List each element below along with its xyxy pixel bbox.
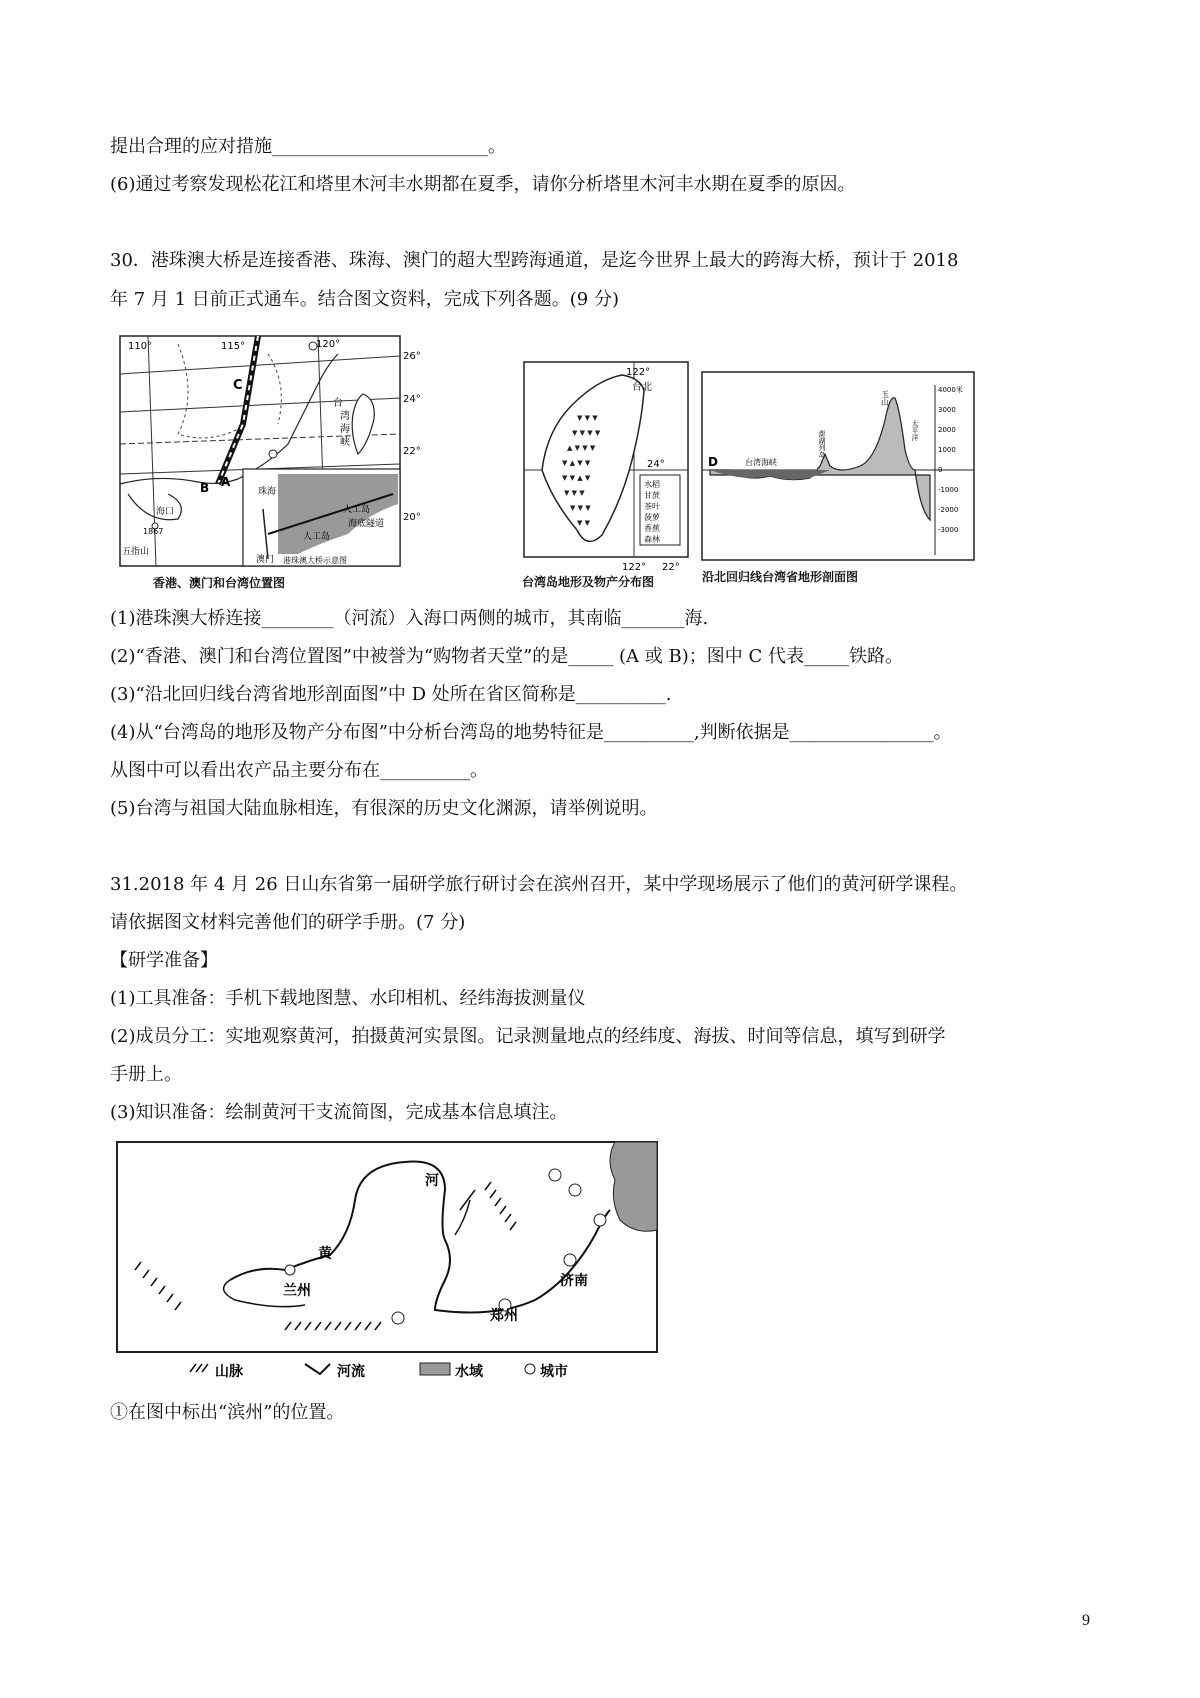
- tick-1000: 1000: [938, 446, 956, 454]
- page-number: 9: [1082, 1612, 1090, 1629]
- question-30-4-cont: 从图中可以看出农产品主要分布在__________。: [110, 760, 488, 781]
- pacific-label: 太平洋: [911, 420, 919, 441]
- taiwan-products-map: [522, 360, 692, 595]
- svg-text:▲ ▼ ▼ ▼: ▲ ▼ ▼ ▼: [567, 444, 596, 452]
- tick-0: 0: [938, 466, 943, 474]
- lat-label-22: 22°: [403, 446, 421, 457]
- lat-label-20: 20°: [403, 512, 421, 523]
- label-b: B: [200, 481, 210, 495]
- fig3-caption: 沿北回归线台湾省地形剖面图: [702, 570, 859, 584]
- yellow-river-map: [115, 1140, 660, 1385]
- svg-text:▼ ▼: ▼ ▼: [577, 519, 590, 527]
- question-30-1: (1)港珠澳大桥连接________（河流）入海口两侧的城市，其南临_______海.: [110, 608, 709, 629]
- question-31-2: (2)成员分工：实地观察黄河，拍摄黄河实景图。记录测量地点的经纬度、海拔、时间等信息，填写到研学: [110, 1026, 946, 1047]
- lanzhou-label: 兰州: [283, 1283, 311, 1299]
- lon-label-115: 115°: [221, 341, 246, 352]
- svg-text:▼ ▼ ▼ ▼: ▼ ▼ ▼ ▼: [572, 429, 601, 437]
- legend-river: 河流: [337, 1364, 365, 1380]
- island-label-2: 人工岛: [303, 532, 331, 542]
- question-30-4: (4)从“台湾岛的地形及物产分布图”中分析台湾岛的地势特征是__________,判断依据是________________。: [110, 722, 952, 743]
- legend-mountain: 山脉: [215, 1364, 243, 1380]
- aomen-label: 澳门: [256, 555, 275, 565]
- legend-city: 城市: [540, 1364, 568, 1380]
- question-31-task: ①在图中标出“滨州”的位置。: [110, 1402, 345, 1423]
- question-30-stem-cont: 年 7 月 1 日前正式通车。结合图文资料，完成下列各题。(9 分): [110, 289, 620, 310]
- fig2-lon-label: 122°: [626, 367, 651, 378]
- lon-label-120: 120°: [316, 339, 341, 350]
- tick-4000: 4000米: [938, 386, 963, 394]
- yushan-label: 玉山: [880, 390, 890, 406]
- svg-text:▼ ▼ ▲ ▼: ▼ ▼ ▲ ▼: [562, 474, 591, 482]
- legend-sugarcane: 甘蔗: [644, 491, 660, 500]
- penghu-label: 澎湖列岛: [818, 430, 826, 458]
- zhengzhou-label: 郑州: [490, 1308, 518, 1324]
- lat-label-26: 26°: [403, 351, 421, 362]
- tick-minus-1000: -1000: [938, 486, 959, 494]
- fig2-caption: 台湾岛地形及物产分布图: [522, 575, 655, 589]
- taibei-label: 台北: [632, 382, 652, 393]
- tick-2000: 2000: [938, 426, 956, 434]
- question-30-5: (5)台湾与祖国大陆血脉相连，有很深的历史文化渊源，请举例说明。: [110, 798, 658, 819]
- legend-forest: 森林: [644, 535, 660, 544]
- fig2-lon-label-bottom: 122°: [622, 562, 647, 573]
- strait-char-2: 海: [340, 424, 350, 435]
- taiwan-label: 台: [333, 398, 343, 409]
- inset-title: 港珠澳大桥示意图: [283, 556, 347, 565]
- taiwan-profile-chart: [700, 370, 990, 595]
- tunnel-label: 海底隧道: [348, 519, 385, 529]
- question-30-2: (2)“香港、澳门和台湾位置图”中被誉为“购物者天堂”的是_____ (A 或 B)；图中 C 代表_____铁路。: [110, 646, 903, 667]
- legend-rice: 水稻: [644, 480, 660, 489]
- svg-text:▼ ▲ ▼ ▼: ▼ ▲ ▼ ▼: [562, 459, 591, 467]
- section-heading: 【研学准备】: [110, 950, 218, 971]
- fig2-lat-label-22: 22°: [662, 562, 680, 573]
- strait-char-1: 湾: [340, 411, 350, 422]
- elevation-label: 1867: [143, 527, 164, 536]
- question-30-stem: 30．港珠澳大桥是连接香港、珠海、澳门的超大型跨海通道，是迄今世界上最大的跨海大桥，预计于 2018: [110, 250, 959, 271]
- strait-label: 台湾海峡: [745, 458, 777, 467]
- legend-tea: 茶叶: [644, 502, 660, 511]
- fill-blank-line: 提出合理的应对措施________________________。: [110, 136, 506, 157]
- legend-pineapple: 菠萝: [644, 513, 660, 522]
- huang-label: 黄: [318, 1246, 332, 1262]
- lat-label-24: 24°: [403, 394, 421, 405]
- jinan-label: 济南: [560, 1273, 588, 1289]
- question-31-1: (1)工具准备：手机下载地图慧、水印相机、经纬海拔测量仪: [110, 988, 586, 1009]
- fig2-lat-label-24: 24°: [647, 459, 665, 470]
- label-a: A: [221, 475, 231, 489]
- label-c: C: [233, 378, 243, 393]
- tick-3000: 3000: [938, 406, 956, 414]
- svg-text:▼ ▼ ▼: ▼ ▼ ▼: [564, 489, 585, 497]
- label-d: D: [708, 455, 718, 469]
- question-30-3: (3)“沿北回归线台湾省地形剖面图”中 D 处所在省区简称是__________.: [110, 684, 672, 705]
- island-label-1: 人工岛: [343, 505, 371, 515]
- tick-minus-3000: -3000: [938, 526, 959, 534]
- legend-water: 水域: [455, 1364, 483, 1380]
- wuzhishan-label: 五指山: [122, 547, 150, 557]
- fig1-caption: 香港、澳门和台湾位置图: [153, 576, 286, 590]
- legend-banana: 香蕉: [644, 524, 660, 533]
- haikou-label: 海口: [156, 507, 175, 517]
- question-31-2-cont: 手册上。: [110, 1064, 182, 1085]
- strait-char-3: 峡: [340, 437, 350, 448]
- lon-label-110: 110°: [128, 341, 153, 352]
- svg-text:▼ ▼ ▼: ▼ ▼ ▼: [577, 414, 598, 422]
- hk-macau-taiwan-map: [118, 334, 421, 590]
- question-31-stem: 31.2018 年 4 月 26 日山东省第一届研学旅行研讨会在滨州召开，某中学现场展示了他们的黄河研学课程。: [110, 874, 968, 895]
- svg-text:▼ ▼ ▼: ▼ ▼ ▼: [570, 504, 591, 512]
- zhuhai-label: 珠海: [258, 487, 277, 497]
- question-31-3: (3)知识准备：绘制黄河干支流简图，完成基本信息填注。: [110, 1102, 568, 1123]
- question-31-stem-cont: 请依据图文材料完善他们的研学手册。(7 分): [110, 912, 466, 933]
- question-6: (6)通过考察发现松花江和塔里木河丰水期都在夏季，请你分析塔里木河丰水期在夏季的原因。: [110, 174, 856, 195]
- tick-minus-2000: -2000: [938, 506, 959, 514]
- he-label: 河: [425, 1173, 439, 1189]
